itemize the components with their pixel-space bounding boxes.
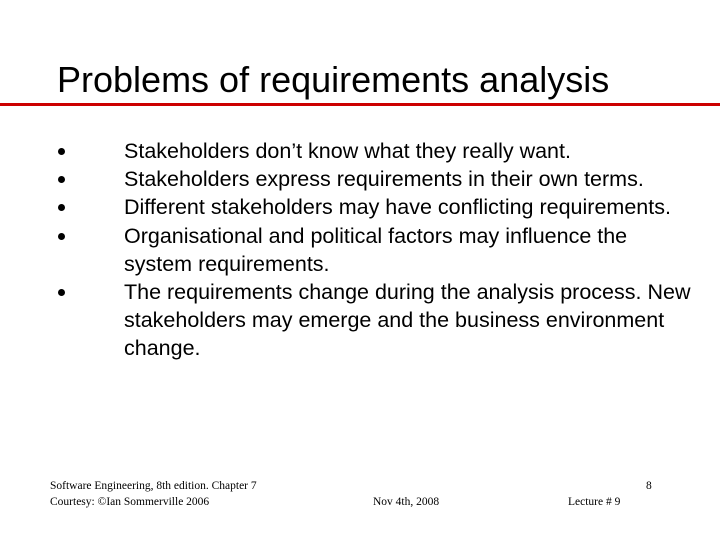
- bullet-item: [0, 193, 720, 221]
- bullet-dot-icon: [58, 289, 65, 296]
- footer-date: Nov 4th, 2008: [373, 496, 440, 508]
- bullet-item: [0, 278, 720, 363]
- footer-lecture: Lecture # 9: [568, 496, 621, 508]
- bullet-list: [0, 137, 720, 363]
- bullet-item: [0, 222, 720, 278]
- footer-page-number: 8: [646, 480, 652, 492]
- footer-source-line2: Courtesy: ©Ian Sommerville 2006: [50, 496, 210, 508]
- bullet-text: Organisational and political factors may influence the system requirements.: [124, 223, 628, 276]
- bullet-dot-icon: [58, 233, 65, 240]
- bullet-dot-icon: [58, 148, 65, 155]
- bullet-text: The requirements change during the analysis process. New stakeholders may emerge and the business environment change.: [124, 280, 691, 361]
- bullet-text: Different stakeholders may have conflicting requirements.: [124, 195, 671, 220]
- slide-title: Problems of requirements analysis: [57, 59, 610, 100]
- title-divider: [0, 103, 720, 106]
- bullet-text: Stakeholders don’t know what they really want.: [124, 139, 571, 163]
- bullet-dot-icon: [58, 204, 65, 211]
- bullet-item: [0, 137, 720, 165]
- bullet-item: [0, 165, 720, 193]
- footer-source-line1: Software Engineering, 8th edition. Chapter 7: [50, 480, 257, 492]
- footer-source: [50, 478, 257, 510]
- bullet-text: Stakeholders express requirements in their own terms.: [124, 167, 644, 192]
- bullet-dot-icon: [58, 176, 65, 183]
